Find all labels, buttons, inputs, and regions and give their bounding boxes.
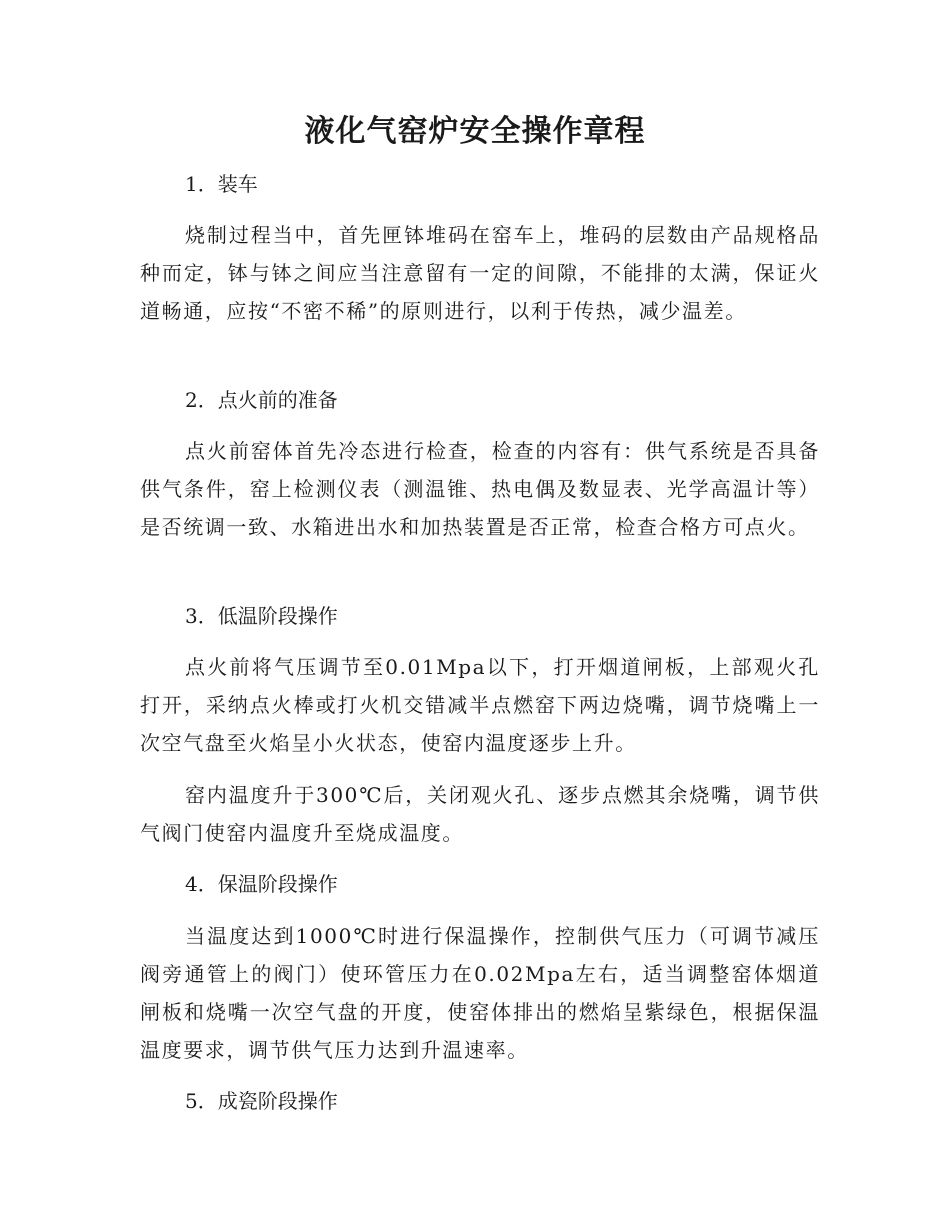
section-3-paragraph-1: 点火前将气压调节至0.01Mpa以下，打开烟道闸板，上部观火孔打开，采纳点火棒或打火机交错减半点燃窑下两边烧嘴，调节烧嘴上一次空气盘至火焰呈小火状态，使窑内温度逐步上升。 [140, 655, 820, 755]
section-heading-2: 2．点火前的准备 [185, 388, 338, 412]
section-heading-4: 4．保温阶段操作 [185, 872, 338, 896]
document-title: 液化气窑炉安全操作章程 [304, 114, 646, 149]
section-heading-3: 3．低温阶段操作 [185, 604, 338, 628]
section-heading-5: 5．成瓷阶段操作 [185, 1089, 338, 1113]
section-heading-1: 1．装车 [185, 172, 258, 196]
section-4-paragraph-1: 当温度达到1000℃时进行保温操作，控制供气压力（可调节减压阀旁通管上的阀门）使环管压力在0.02Mpa左右，适当调整窑体烟道闸板和烧嘴一次空气盘的开度，使窑体排出的燃焰呈紫绿色，根据保温温度要求，调节供气压力达到升温速率。 [140, 924, 820, 1062]
section-1-paragraph-1: 烧制过程当中，首先匣钵堆码在窑车上，堆码的层数由产品规格品种而定，钵与钵之间应当注意留有一定的间隙，不能排的太满，保证火道畅通，应按“不密不稀”的原则进行，以利于传热，减少温差。 [140, 223, 820, 323]
section-3-paragraph-2: 窑内温度升于300℃后，关闭观火孔、逐步点燃其余烧嘴，调节供气阀门使窑内温度升至烧成温度。 [140, 783, 820, 845]
section-2-paragraph-1: 点火前窑体首先冷态进行检查，检查的内容有：供气系统是否具备供气条件，窑上检测仪表（测温锥、热电偶及数显表、光学高温计等）是否统调一致、水箱进出水和加热装置是否正常，检查合格方可点火。 [140, 439, 820, 539]
